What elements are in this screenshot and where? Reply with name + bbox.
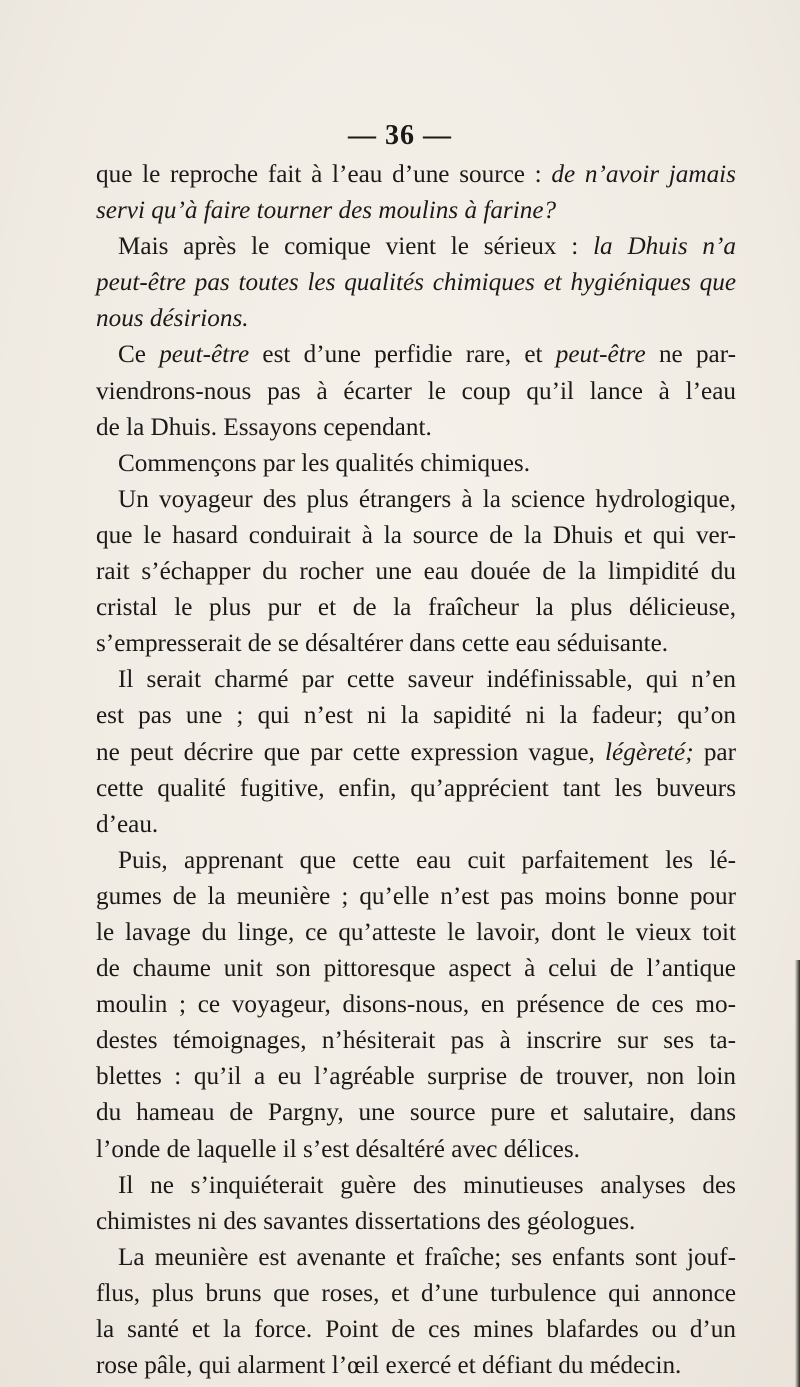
text-span: cristal le plus pur et de la fraîcheur la plus délicieuse, xyxy=(96,594,736,622)
text-line xyxy=(96,1240,736,1276)
text-line xyxy=(96,554,736,590)
text-span: Un voyageur des plus étrangers à la science hydrologique, xyxy=(118,485,736,513)
text-line xyxy=(96,157,736,193)
text-span: ne peut décrire que par cette expression vague, xyxy=(96,738,606,766)
text-line xyxy=(96,337,736,373)
text-span: Ce xyxy=(118,341,160,369)
text-span: La meunière est avenante et fraîche; ses enfants sont jouf- xyxy=(118,1243,736,1271)
text-span: Il serait charmé par cette saveur indéfinissable, qui n’en xyxy=(118,666,736,694)
text-line xyxy=(96,518,736,554)
page-number: — 36 — xyxy=(348,120,452,151)
text-line xyxy=(96,482,736,518)
body-text xyxy=(96,157,736,1384)
text-span: de chaume unit son pittoresque aspect à celui de l’antique xyxy=(96,955,736,983)
text-line xyxy=(96,951,736,987)
text-line xyxy=(96,410,736,446)
text-span: Puis, apprenant que cette eau cuit parfaitement les lé- xyxy=(118,846,736,874)
text-line xyxy=(96,1348,736,1384)
text-span: cette qualité fugitive, enfin, qu’apprécient tant les buveurs xyxy=(96,774,736,802)
italic-span: nous désirions. xyxy=(96,305,249,333)
text-line xyxy=(96,446,736,482)
text-span: blettes : qu’il a eu l’agréable surprise de trouver, non loin xyxy=(96,1063,736,1091)
text-line xyxy=(96,1168,736,1204)
text-line xyxy=(96,1204,736,1240)
text-line xyxy=(96,193,736,229)
text-span: l’onde de laquelle il s’est désaltéré avec délices. xyxy=(96,1135,580,1163)
text-span: viendrons-nous pas à écarter le coup qu’il lance à l’eau xyxy=(96,377,736,405)
text-line xyxy=(96,807,736,843)
text-span: est d’une perfidie rare, et xyxy=(249,341,556,369)
text-line xyxy=(96,735,736,771)
text-line xyxy=(96,987,736,1023)
text-line xyxy=(96,771,736,807)
italic-span: la Dhuis n’a xyxy=(593,233,736,261)
text-line xyxy=(96,915,736,951)
text-line xyxy=(96,662,736,698)
text-line xyxy=(96,265,736,301)
text-span: d’eau. xyxy=(96,810,159,838)
text-span: Il ne s’inquiéterait guère des minutieuses analyses des xyxy=(118,1171,736,1199)
text-span: s’empresserait de se désaltérer dans cette eau séduisante. xyxy=(96,630,669,658)
text-span: moulin ; ce voyageur, disons-nous, en présence de ces mo- xyxy=(96,991,736,1019)
text-span: que le hasard conduirait à la source de la Dhuis et qui ver- xyxy=(96,521,736,549)
text-span: de la Dhuis. Essayons cependant. xyxy=(96,413,432,441)
text-line xyxy=(96,698,736,734)
italic-span: de n’avoir jamais xyxy=(551,161,736,188)
text-line xyxy=(96,1312,736,1348)
text-line xyxy=(96,1023,736,1059)
text-span: que le reproche fait à l’eau d’une source : xyxy=(96,161,552,188)
text-span: la santé et la force. Point de ces mines blafardes ou d’un xyxy=(96,1316,736,1343)
italic-span: légèreté; xyxy=(605,738,694,766)
text-line xyxy=(96,1059,736,1095)
text-span: rait s’échapper du rocher une eau douée de la limpidité du xyxy=(96,558,736,586)
text-span: est pas une ; qui n’est ni la sapidité ni la fadeur; qu’on xyxy=(96,702,736,730)
text-span: gumes de la meunière ; qu’elle n’est pas moins bonne pour xyxy=(96,882,736,910)
text-span: chimistes ni des savantes dissertations des géologues. xyxy=(96,1207,636,1235)
italic-span: peut-être pas toutes les qualités chimiques et hygiéniques que xyxy=(96,269,736,297)
text-span: Commençons par les qualités chimiques. xyxy=(118,449,531,477)
italic-span: peut-être xyxy=(159,341,250,369)
text-span: le lavage du linge, ce qu’atteste le lavoir, dont le vieux toit xyxy=(96,918,736,946)
italic-span: servi qu’à faire tourner des moulins à farine? xyxy=(96,197,557,225)
text-span: du hameau de Pargny, une source pure et salutaire, dans xyxy=(96,1099,736,1127)
text-line xyxy=(96,1132,736,1168)
text-span: ne par- xyxy=(645,341,736,369)
text-span: Mais après le comique vient le sérieux : xyxy=(118,233,594,261)
text-span: par xyxy=(693,738,736,766)
text-line xyxy=(96,301,736,337)
text-line xyxy=(96,1276,736,1312)
text-line xyxy=(96,590,736,626)
italic-span: peut-être xyxy=(555,341,646,369)
text-line xyxy=(96,879,736,915)
text-span: rose pâle, qui alarment l’œil exercé et défiant du médecin. xyxy=(96,1352,682,1380)
text-line xyxy=(96,843,736,879)
text-line xyxy=(96,229,736,265)
text-line xyxy=(96,626,736,662)
text-span: flus, plus bruns que roses, et d’une turbulence qui annonce xyxy=(96,1279,736,1307)
page-edge-shadow xyxy=(795,960,800,1387)
text-line xyxy=(96,1095,736,1131)
text-span: destes témoignages, n’hésiterait pas à inscrire sur ses ta- xyxy=(96,1027,736,1055)
text-line xyxy=(96,374,736,410)
